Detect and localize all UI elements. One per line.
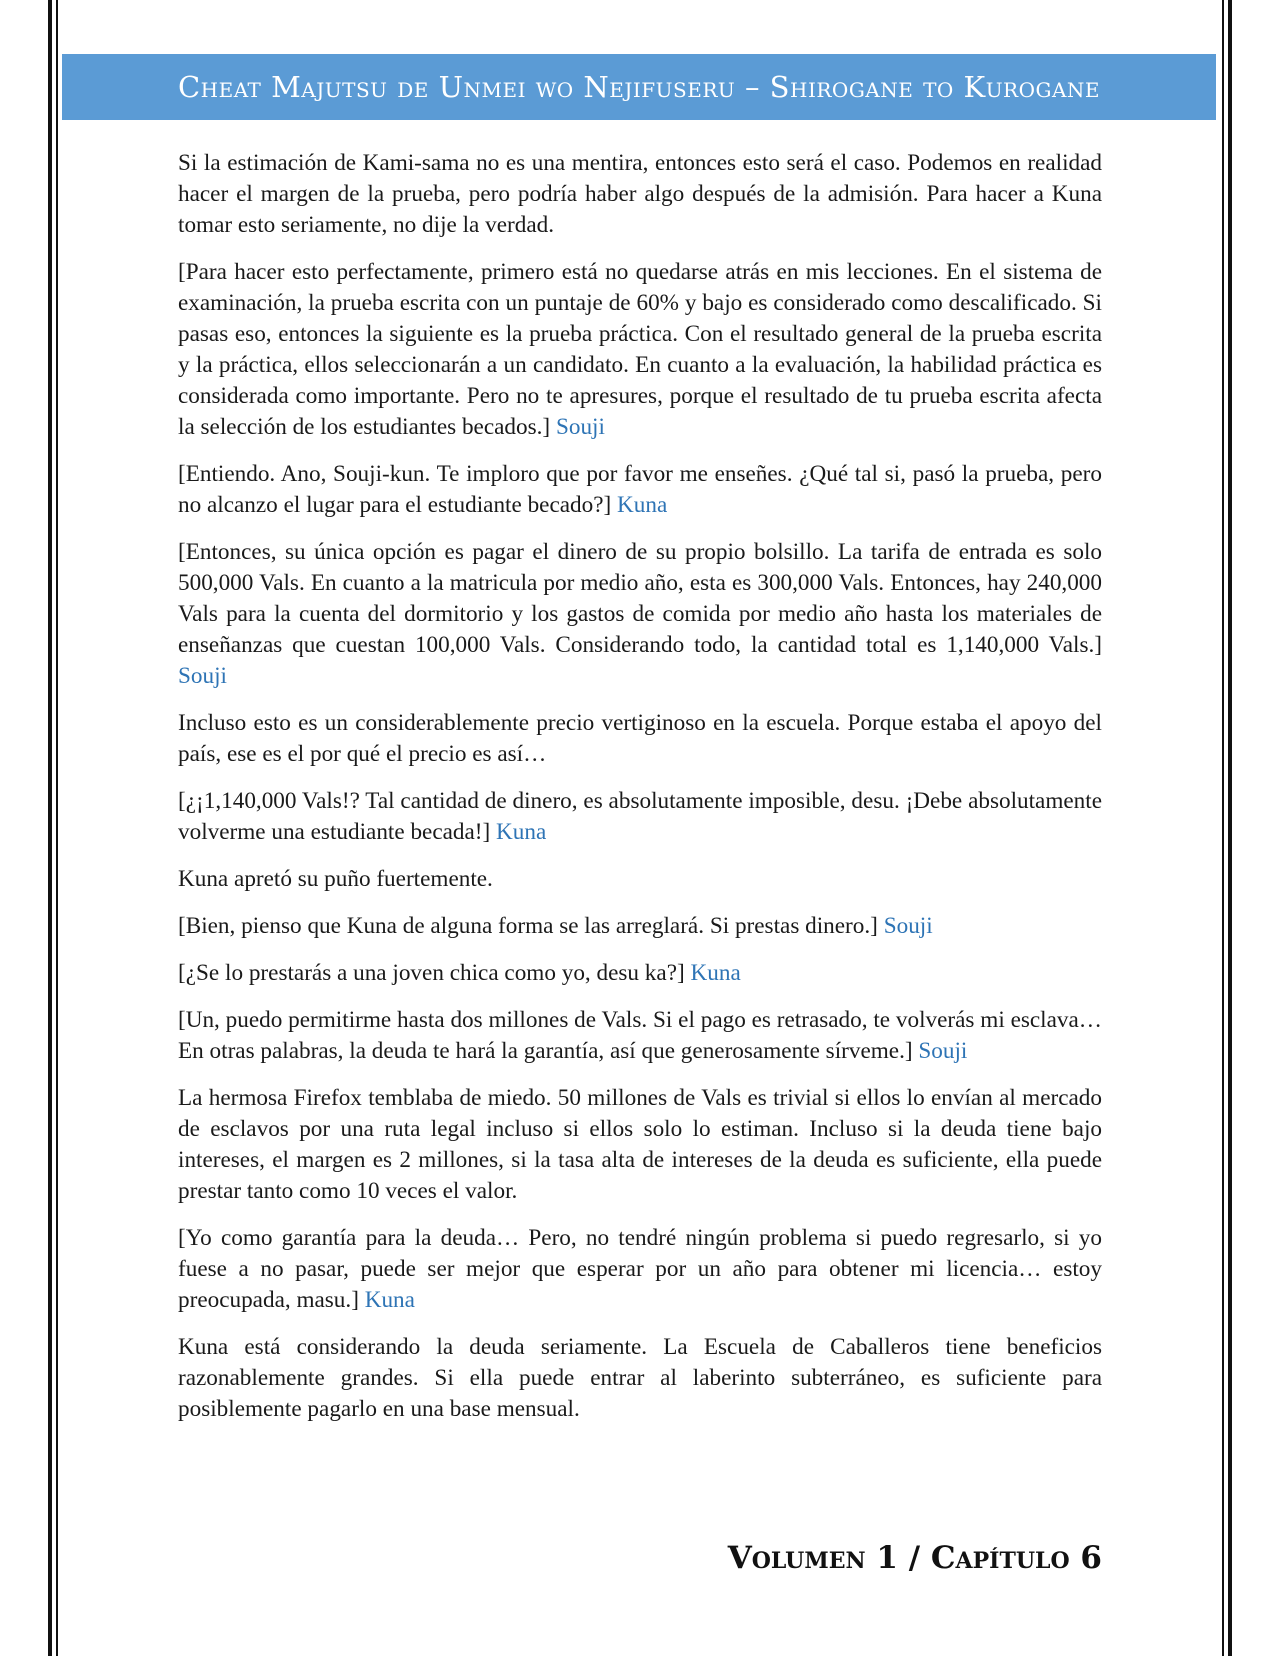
paragraph-text: [¿Se lo prestarás a una joven chica como yo, desu ka?] bbox=[178, 960, 685, 986]
page-border-right-inner bbox=[1222, 0, 1224, 1656]
paragraph bbox=[178, 537, 1102, 692]
speaker-name: Souji bbox=[918, 1038, 968, 1064]
paragraph bbox=[178, 459, 1102, 521]
speaker-name: Kuna bbox=[496, 819, 547, 845]
speaker-name: Kuna bbox=[617, 492, 668, 518]
paragraph bbox=[178, 1223, 1102, 1316]
speaker-name: Souji bbox=[555, 414, 605, 440]
paragraph bbox=[178, 1083, 1102, 1207]
paragraph-text: [Para hacer esto perfectamente, primero está no quedarse atrás en mis lecciones. En el sistema de examinación, la prueba escrita con un puntaje de 60% y bajo es considerado como descalificado. Si pasas eso, entonces la siguiente es la prueba práctica. Con el resultado general de la prueba escrita y la práctica, ellos seleccionarán a un candidato. En cuanto a la evaluación, la habilidad práctica es considerada como importante. Pero no te apresures, porque el resultado de tu prueba escrita afecta la selección de los estudiantes becados.] bbox=[178, 259, 1102, 440]
speaker-name: Kuna bbox=[364, 1287, 415, 1313]
header-title: Cheat Majutsu de Unmei wo Nejifuseru – Shirogane to Kurogane bbox=[177, 70, 1101, 104]
paragraph-text: Si la estimación de Kami-sama no es una mentira, entonces esto será el caso. Podemos en realidad hacer el margen de la prueba, pero podría haber algo después de la admisión. Para hacer a Kuna tomar esto seriamente, no dije la verdad. bbox=[178, 150, 1102, 238]
paragraph-text: [Yo como garantía para la deuda… Pero, no tendré ningún problema si puedo regresarlo, si yo fuese a no pasar, puede ser mejor que esperar por un año para obtener mi licencia… estoy preocupada, masu.] bbox=[178, 1225, 1102, 1313]
paragraph bbox=[178, 958, 1102, 989]
paragraph-text: [Entiendo. Ano, Souji-kun. Te imploro que por favor me enseñes. ¿Qué tal si, pasó la prueba, pero no alcanzo el lugar para el estudiante becado?] bbox=[178, 461, 1102, 518]
chapter-footer: Volumen 1 / Capítulo 6 bbox=[727, 1540, 1102, 1576]
paragraph bbox=[178, 911, 1102, 942]
paragraph bbox=[178, 1005, 1102, 1067]
paragraph-text: Incluso esto es un considerablemente precio vertiginoso en la escuela. Porque estaba el apoyo del país, ese es el por qué el precio es así… bbox=[178, 710, 1102, 767]
paragraph-text: [Bien, pienso que Kuna de alguna forma se las arreglará. Si prestas dinero.] bbox=[178, 913, 878, 939]
paragraph-text: [Un, puedo permitirme hasta dos millones de Vals. Si el pago es retrasado, te volverás mi esclava… En otras palabras, la deuda te hará la garantía, así que generosamente sírveme.] bbox=[178, 1007, 1102, 1064]
paragraph bbox=[178, 257, 1102, 443]
page-border-left-outer bbox=[48, 0, 52, 1656]
page-border-right-outer bbox=[1228, 0, 1232, 1656]
paragraph-text: La hermosa Firefox temblaba de miedo. 50 millones de Vals es trivial si ellos lo envían al mercado de esclavos por una ruta legal incluso si ellos solo lo estiman. Incluso si la deuda tiene bajo intereses, el margen es 2 millones, si la tasa alta de intereses de la deuda es suficiente, ella puede prestar tanto como 10 veces el valor. bbox=[178, 1085, 1102, 1204]
paragraph bbox=[178, 708, 1102, 770]
document-body bbox=[178, 148, 1102, 1441]
paragraph-text: Kuna apretó su puño fuertemente. bbox=[178, 866, 493, 892]
speaker-name: Kuna bbox=[690, 960, 741, 986]
paragraph bbox=[178, 148, 1102, 241]
paragraph-text: [Entonces, su única opción es pagar el dinero de su propio bolsillo. La tarifa de entrada es solo 500,000 Vals. En cuanto a la matricula por medio año, esta es 300,000 Vals. Entonces, hay 240,000 Vals para la cuenta del dormitorio y los gastos de comida por medio año hasta los materiales de enseñanzas que cuestan 100,000 Vals. Considerando todo, la cantidad total es 1,140,000 Vals.] bbox=[178, 539, 1102, 658]
paragraph bbox=[178, 786, 1102, 848]
header-banner bbox=[62, 54, 1216, 120]
speaker-name: Souji bbox=[178, 663, 227, 689]
page-border-left-inner bbox=[56, 0, 58, 1656]
paragraph bbox=[178, 864, 1102, 895]
speaker-name: Souji bbox=[883, 913, 933, 939]
paragraph-text: [¿¡1,140,000 Vals!? Tal cantidad de dinero, es absolutamente imposible, desu. ¡Debe absolutamente volverme una estudiante becada!] bbox=[178, 788, 1102, 845]
paragraph-text: Kuna está considerando la deuda seriamente. La Escuela de Caballeros tiene beneficios razonablemente grandes. Si ella puede entrar al laberinto subterráneo, es suficiente para posiblemente pagarlo en una base mensual. bbox=[178, 1334, 1102, 1422]
paragraph bbox=[178, 1332, 1102, 1425]
